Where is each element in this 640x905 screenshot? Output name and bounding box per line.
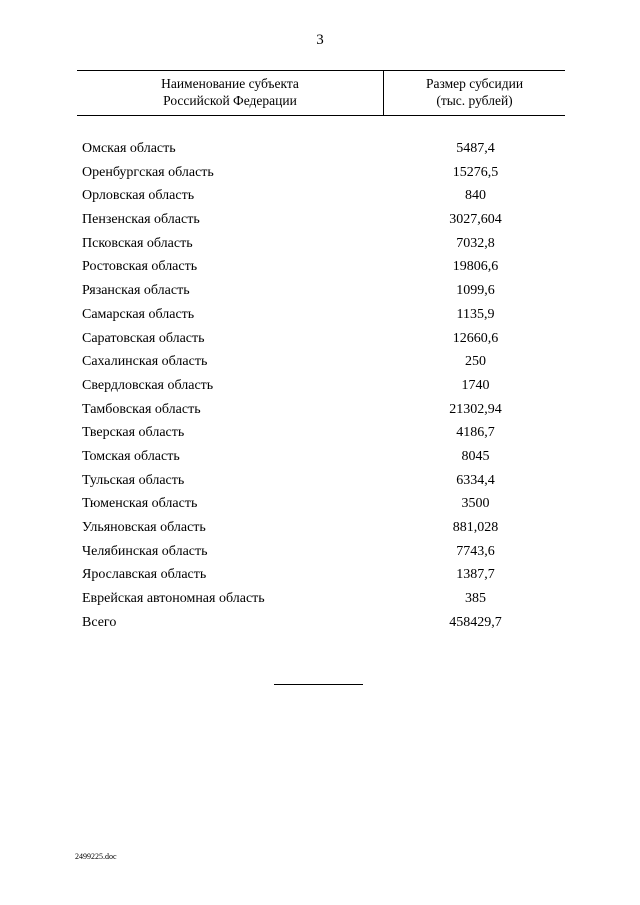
total-row [0, 613, 640, 637]
table-row [0, 329, 640, 353]
subsidy-value: 5487,4 [456, 141, 495, 156]
table-row [0, 163, 640, 187]
subsidy-value: 7032,8 [456, 235, 495, 251]
table-row [0, 518, 640, 542]
subsidy-value: 881,028 [452, 520, 499, 535]
table-row [0, 352, 640, 376]
table-row [0, 542, 640, 566]
region-name: Челябинская область [82, 543, 208, 559]
region-name: Тверская область [82, 425, 185, 441]
subsidy-value: 8045 [461, 448, 490, 464]
subsidy-value: 840 [465, 188, 486, 204]
subsidy-value: 1135,9 [456, 306, 495, 322]
region-name: Тюменская область [82, 496, 198, 512]
table-row [0, 494, 640, 518]
region-name: Тульская область [82, 472, 185, 488]
table-row [0, 471, 640, 495]
subsidy-value: 1387,7 [456, 567, 495, 583]
region-name: Ярославская область [82, 567, 207, 583]
region-name: Еврейская автономная область [82, 591, 265, 607]
header-subsidy-amount-line1: Размер субсидии [425, 76, 524, 91]
region-name: Тамбовская область [82, 401, 201, 417]
total-label: Всего [82, 614, 117, 630]
table-row [0, 376, 640, 400]
region-name: Рязанская область [82, 283, 190, 299]
region-name: Оренбургская область [82, 164, 214, 180]
subsidy-value: 7743,6 [456, 543, 495, 559]
table-row [0, 234, 640, 258]
subsidy-value: 21302,94 [449, 401, 502, 417]
subsidy-value: 3027,604 [449, 212, 502, 228]
region-name: Сахалинская область [82, 354, 208, 370]
region-name: Пензенская область [82, 212, 200, 228]
subsidy-value: 1099,6 [456, 283, 495, 299]
table-header [77, 70, 565, 116]
total-value: 458429,7 [449, 614, 502, 630]
region-name: Свердловская область [82, 377, 214, 393]
region-name: Томская область [82, 448, 180, 464]
table-body [0, 139, 640, 636]
subsidy-value: 4186,7 [456, 425, 495, 441]
region-name: Ульяновская область [82, 520, 206, 535]
table-row [0, 589, 640, 613]
subsidy-value: 3500 [461, 496, 490, 512]
footer-filename: 2499225.doc [75, 852, 117, 861]
header-region-name-line2: Российской Федерации [163, 93, 297, 108]
subsidy-value: 19806,6 [452, 259, 499, 275]
region-name: Псковская область [82, 235, 193, 251]
header-region-name [77, 75, 383, 109]
table-row [0, 210, 640, 234]
subsidy-value: 15276,5 [452, 164, 499, 180]
table-row [0, 281, 640, 305]
subsidy-value: 12660,6 [452, 330, 499, 346]
subsidy-value: 1740 [461, 377, 490, 393]
region-name: Орловская область [82, 188, 195, 204]
table-row [0, 305, 640, 329]
header-subsidy-amount-line2: (тыс. рублей) [436, 93, 513, 108]
page-number: 3 [316, 32, 324, 48]
subsidy-value: 250 [465, 354, 486, 370]
subsidy-value: 6334,4 [456, 472, 495, 488]
header-region-name-line1: Наименование субъекта [161, 76, 299, 91]
table-row [0, 186, 640, 210]
subsidy-value: 385 [465, 591, 486, 607]
header-subsidy-amount [384, 75, 565, 109]
table-row [0, 423, 640, 447]
region-name: Ростовская область [82, 259, 198, 275]
region-name: Омская область [82, 141, 176, 156]
region-name: Самарская область [82, 306, 195, 322]
table-row [0, 400, 640, 424]
table-row [0, 447, 640, 471]
region-name: Саратовская область [82, 330, 205, 346]
table-row [0, 565, 640, 589]
end-of-table-rule [274, 684, 363, 685]
table-row [0, 139, 640, 163]
table-row [0, 257, 640, 281]
